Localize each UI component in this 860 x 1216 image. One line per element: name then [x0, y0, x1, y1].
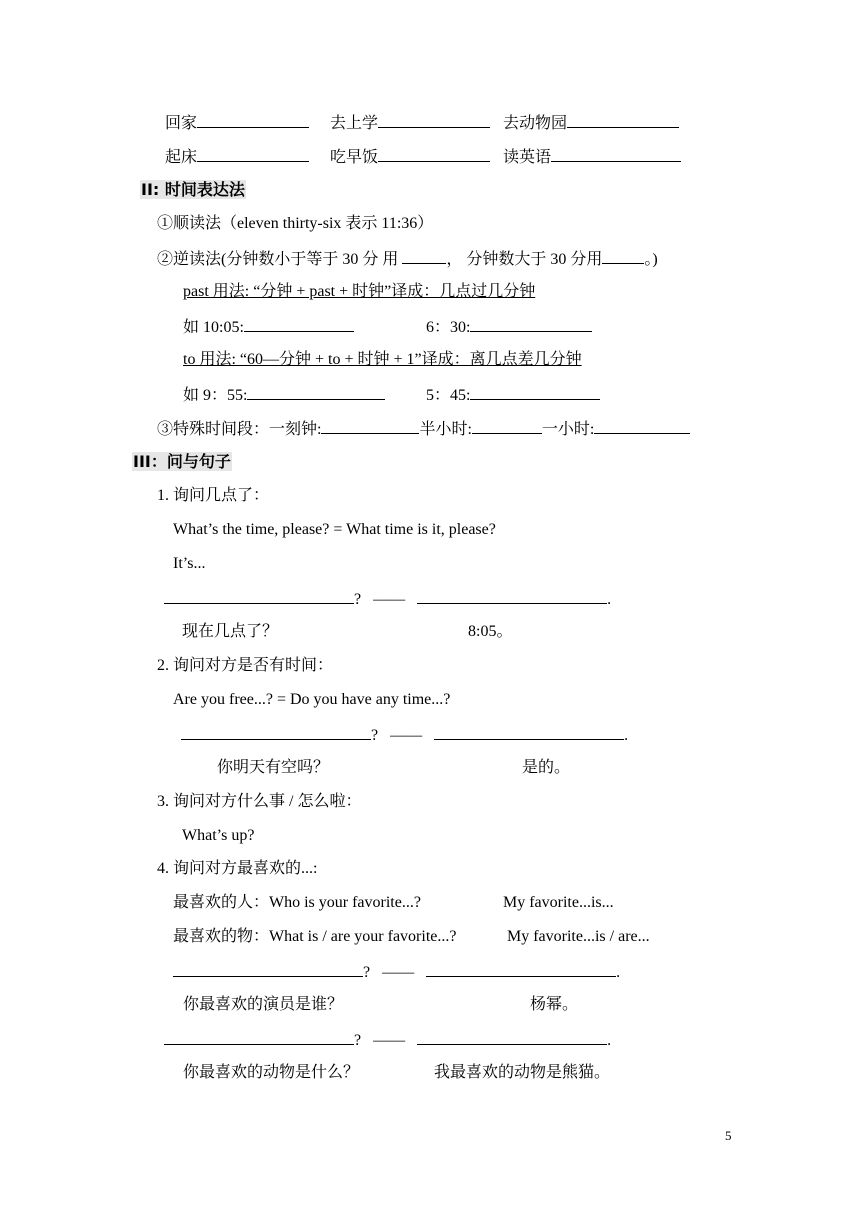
question-4-thing-answer: My favorite...is / are... [507, 928, 650, 945]
answer-blank[interactable] [434, 723, 624, 740]
vocab-item: 回家 [165, 115, 198, 132]
question-4-person: 最喜欢的人：Who is your favorite...? [173, 894, 421, 911]
vocab-row-1c [503, 111, 679, 133]
answer-blank[interactable] [472, 417, 542, 434]
vocab-row-2 [165, 145, 309, 167]
question-4-cn-question-1: 你最喜欢的演员是谁？ [183, 996, 344, 1013]
vocab-item: 起床 [165, 149, 198, 166]
to-rule: to 用法: “60—分钟 + to + 时钟 + 1”译成：离几点差几分钟 [183, 351, 582, 368]
question-1-its: It’s... [173, 555, 206, 572]
vocab-row-1 [165, 111, 309, 133]
method-reverse: ②逆读法(分钟数小于等于 30 分 用 ， 分钟数大于 30 分用 。) [157, 247, 658, 269]
answer-blank[interactable] [164, 1028, 354, 1045]
past-example-2: 6：30: [426, 315, 592, 337]
question-4-thing: 最喜欢的物：What is / are your favorite...? [173, 928, 457, 945]
special-periods: ③特殊时间段：一刻钟: 半小时: 一小时: [157, 417, 690, 439]
answer-blank[interactable] [417, 587, 607, 604]
question-1-fill-row: ? —— . [164, 587, 611, 609]
question-2-heading: 2. 询问对方是否有时间： [157, 657, 334, 674]
question-4-fill-row-1: ? —— . [173, 960, 620, 982]
question-4-person-answer: My favorite...is... [503, 894, 614, 911]
past-example-1: 如 10:05: [183, 315, 354, 337]
question-3-heading: 3. 询问对方什么事 / 怎么啦： [157, 793, 362, 810]
method-sequential: ①顺读法（eleven thirty-six 表示 11:36） [157, 215, 434, 232]
question-1-cn-answer: 8:05。 [468, 623, 513, 640]
question-4-cn-answer-2: 我最喜欢的动物是熊猫。 [434, 1064, 611, 1081]
answer-blank[interactable] [417, 1028, 607, 1045]
section-title-time-expressions: II: 时间表达法 [141, 180, 245, 199]
answer-blank[interactable] [378, 111, 490, 128]
to-example-1: 如 9：55: [183, 383, 385, 405]
question-4-fill-row-2: ? —— . [164, 1028, 611, 1050]
question-1-cn-question: 现在几点了？ [182, 623, 279, 640]
answer-blank[interactable] [602, 247, 644, 264]
vocab-item: 去上学 [330, 115, 379, 132]
vocab-item: 吃早饭 [330, 149, 379, 166]
answer-blank[interactable] [173, 960, 363, 977]
answer-blank[interactable] [164, 587, 354, 604]
question-4-cn-answer-1: 杨幂。 [530, 996, 579, 1013]
vocab-row-2b [330, 145, 490, 167]
question-1-heading: 1. 询问几点了： [157, 487, 270, 504]
question-4-cn-question-2: 你最喜欢的动物是什么？ [183, 1064, 360, 1081]
question-2-english: Are you free...? = Do you have any time...? [173, 691, 451, 708]
question-4-heading: 4. 询问对方最喜欢的...: [157, 860, 318, 877]
past-rule: past 用法: “分钟 + past + 时钟”译成：几点过几分钟 [183, 283, 536, 300]
answer-blank[interactable] [181, 723, 371, 740]
answer-blank[interactable] [378, 145, 490, 162]
section-title-questions: III：问与句子 [133, 452, 231, 471]
vocab-row-2c [503, 145, 681, 167]
answer-blank[interactable] [197, 145, 309, 162]
answer-blank[interactable] [321, 417, 419, 434]
answer-blank[interactable] [551, 145, 681, 162]
to-example-2: 5：45: [426, 383, 600, 405]
question-2-cn-question: 你明天有空吗？ [217, 759, 330, 776]
answer-blank[interactable] [197, 111, 309, 128]
page-number: 5 [725, 1128, 732, 1143]
vocab-item: 去动物园 [503, 115, 568, 132]
answer-blank[interactable] [594, 417, 690, 434]
question-2-cn-answer: 是的。 [522, 759, 571, 776]
answer-blank[interactable] [244, 315, 354, 332]
question-3-english: What’s up? [182, 827, 255, 844]
answer-blank[interactable] [426, 960, 616, 977]
answer-blank[interactable] [402, 247, 446, 264]
question-1-english: What’s the time, please? = What time is it, please? [173, 521, 496, 538]
answer-blank[interactable] [470, 315, 592, 332]
vocab-item: 读英语 [503, 149, 552, 166]
answer-blank[interactable] [470, 383, 600, 400]
question-2-fill-row: ? —— . [181, 723, 628, 745]
vocab-row-1b [330, 111, 490, 133]
answer-blank[interactable] [247, 383, 385, 400]
answer-blank[interactable] [567, 111, 679, 128]
